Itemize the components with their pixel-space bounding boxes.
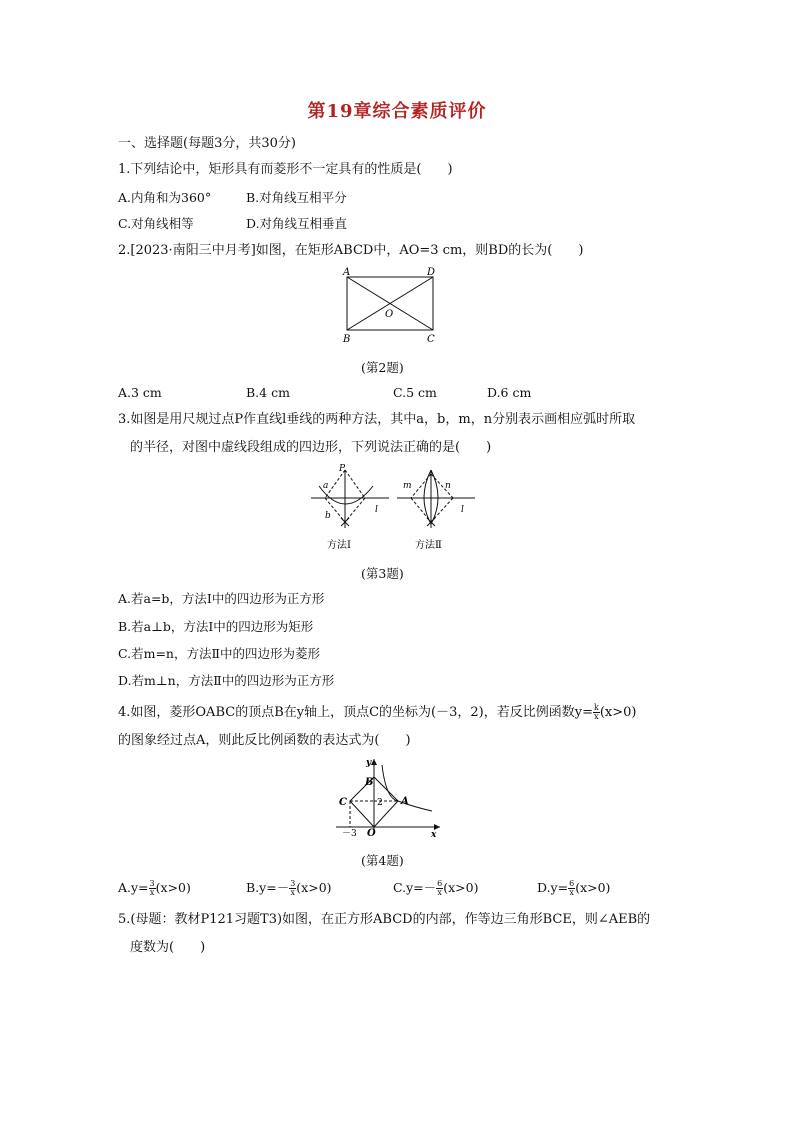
option-condition: (x>0) [443,880,479,895]
fraction [149,880,156,897]
q3-option-b: B.若a⊥b，方法Ⅰ中的四边形为矩形 [118,619,314,634]
fraction-numerator: 3 [149,879,155,888]
q2-rectangle-figure [335,265,445,347]
fraction-denominator: x [437,888,442,897]
option-text: A.y= [118,880,149,895]
label-o: O [385,309,394,320]
q1-option-c: C.对角线相等 [118,216,194,231]
q4-caption: (第4题) [361,853,404,868]
q3-option-c: C.若m=n，方法Ⅱ中的四边形为菱形 [118,646,320,661]
fraction-numerator: 6 [569,879,575,888]
q4-stem-line2: 的图象经过点A，则此反比例函数的表达式为( ) [118,733,411,748]
option-condition: (x>0) [155,880,191,895]
method1-label-p: P [339,464,346,474]
method2-label-n: n [445,481,451,491]
method2-label-m: m [403,481,412,491]
q3-stem-line2: 的半径，对图中虚线段组成的四边形，下列说法正确的是( ) [130,440,492,455]
fraction-denominator: x [569,888,574,897]
label-b: B [365,777,374,788]
fraction-numerator: 3 [290,879,296,888]
tick-label-neg3: －3 [342,829,357,837]
tick-label-2: 2 [377,798,383,808]
method1-label-a: a [323,481,329,491]
label-d: D [427,267,436,278]
q4-k-over-x [593,704,600,721]
q4-option-c [393,880,478,897]
option-text: C.y=－ [393,880,437,895]
method1-label-l: l [375,505,378,515]
q2-option-a: A.3 cm [118,385,162,400]
q4-rhombus-graph [330,755,445,837]
q3-caption: (第3题) [361,566,404,581]
q4-stem-text: 4.如图，菱形OABC的顶点B在y轴上，顶点C的坐标为(－3，2)，若反比例函数y= [118,705,593,720]
method2-caption: 方法Ⅱ [415,540,442,551]
q2-caption: (第2题) [361,360,404,375]
q3-option-a: A.若a=b，方法Ⅰ中的四边形为正方形 [118,591,325,606]
q2-option-b: B.4 cm [246,385,290,400]
option-text: B.y=－ [246,880,290,895]
label-c: C [339,797,347,808]
q3-option-d: D.若m⊥n，方法Ⅱ中的四边形为正方形 [118,673,335,688]
q4-option-a [118,880,191,897]
label-a: A [343,267,351,278]
method1-dash [345,470,365,498]
q5-stem-line2: 度数为( ) [130,940,206,955]
axis-label-x: x [431,830,437,837]
q4-stem-condition: (x>0) [599,705,637,720]
q4-stem-line1 [118,704,636,721]
fraction-numerator: k [593,703,599,712]
q4-option-b [246,880,332,897]
label-b: B [343,334,351,345]
fraction-denominator: x [290,888,295,897]
q2-option-d: D.6 cm [487,385,532,400]
q4-option-d [537,880,610,897]
label-o: O [367,828,376,837]
fraction-denominator: x [149,888,155,897]
q2-option-c: C.5 cm [393,385,437,400]
fraction-denominator: x [594,712,599,721]
method1-label-b: b [325,511,331,521]
method1-caption: 方法Ⅰ [327,540,351,551]
option-text: D.y= [537,880,569,895]
option-condition: (x>0) [296,880,332,895]
option-condition: (x>0) [575,880,611,895]
y-axis-arrow [371,759,377,765]
section-heading: 一、选择题(每题3分，共30分) [118,136,296,151]
label-a: A [401,796,409,807]
page-title: 第19章综合素质评价 [307,101,487,122]
q3-construction-figure [303,462,488,557]
q1-option-d: D.对角线互相垂直 [246,216,348,231]
q1-option-a: A.内角和为360° [118,190,212,205]
q2-stem: 2.[2023·南阳三中月考]如图，在矩形ABCD中，AO=3 cm，则BD的长为( ) [118,243,584,258]
label-c: C [427,334,435,345]
q1-option-b: B.对角线互相平分 [246,190,347,205]
q3-stem-line1: 3.如图是用尺规过点P作直线l垂线的两种方法，其中a，b，m，n分别表示画相应弧时所取 [118,412,636,427]
axis-label-y: y [366,758,372,768]
q1-stem: 1.下列结论中，矩形具有而菱形不一定具有的性质是( ) [118,162,453,177]
q5-stem-line1: 5.(母题：教材P121习题T3)如图，在正方形ABCD的内部，作等边三角形BCE，则∠AEB的 [118,912,651,927]
method2-label-l: l [461,505,464,515]
fraction-numerator: 6 [437,879,443,888]
